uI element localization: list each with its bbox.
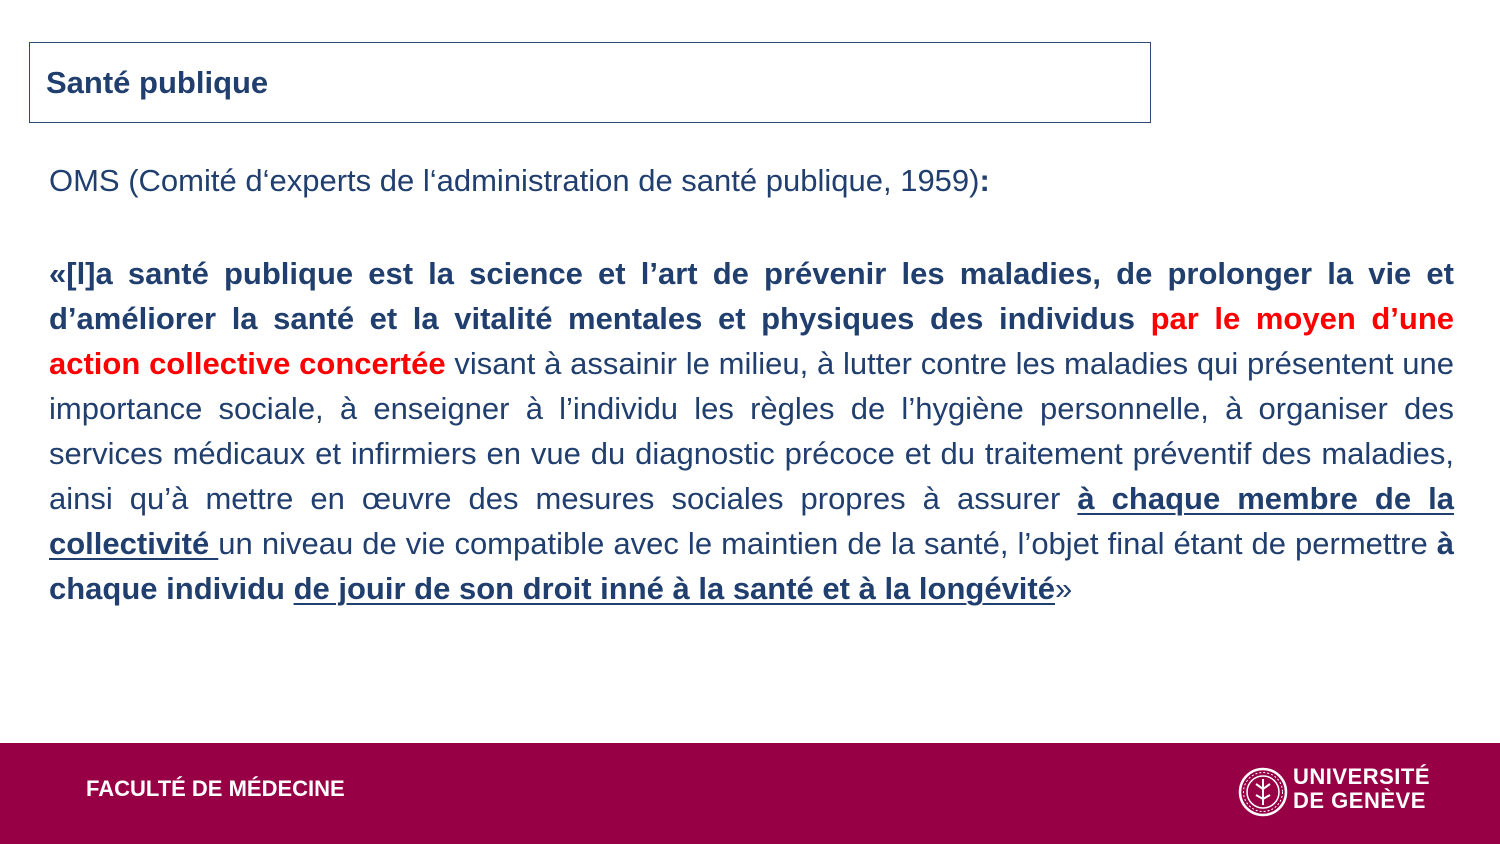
source-citation [49,163,990,199]
definition-quote [49,251,1454,611]
title-box [29,42,1151,123]
quote-highlight-red: par le moyen d’une action collective concertée [49,301,1455,381]
faculty-label: FACULTÉ DE MÉDECINE [86,776,345,801]
university-line-2: DE GENÈVE [1293,788,1426,813]
quote-underlined-right: de jouir de son droit inné à la santé et à la longévité [293,571,1055,606]
quote-part-1: «[l]a santé publique est la science et l’art de prévenir les maladies, de prolonger la vie et d’améliorer la santé et la vitalité mentales et physiques des individus [49,256,1454,336]
slide-title: Santé publique [46,65,269,100]
source-text: OMS (Comité d‘experts de l‘administration de santé publique, 1959) [49,163,980,198]
university-seal-icon [1238,767,1288,817]
university-name [1293,765,1430,813]
quote-underlined-collectivity: à chaque membre de la collectivité [49,481,1454,561]
footer-bar [0,743,1500,844]
source-colon: : [979,163,990,198]
quote-part-5: un niveau de vie compatible avec le maintien de la santé, l’objet final étant de permettre [218,526,1437,561]
quote-part-3: visant à assainir le milieu, à lutter contre les maladies qui présentent une importance sociale, à enseigner à l’individu les règles de l’hygiène personnelle, à organiser des services médicaux et infirmiers en vue du diagnostic précoce et du traitement préventif des maladies, ainsi qu’à mettre en œuvre des mesures sociales propres à assurer [49,346,1454,516]
university-line-1: UNIVERSITÉ [1293,764,1431,789]
quote-bold-individual: à chaque individu [49,526,1454,606]
quote-closing: » [1055,571,1073,606]
